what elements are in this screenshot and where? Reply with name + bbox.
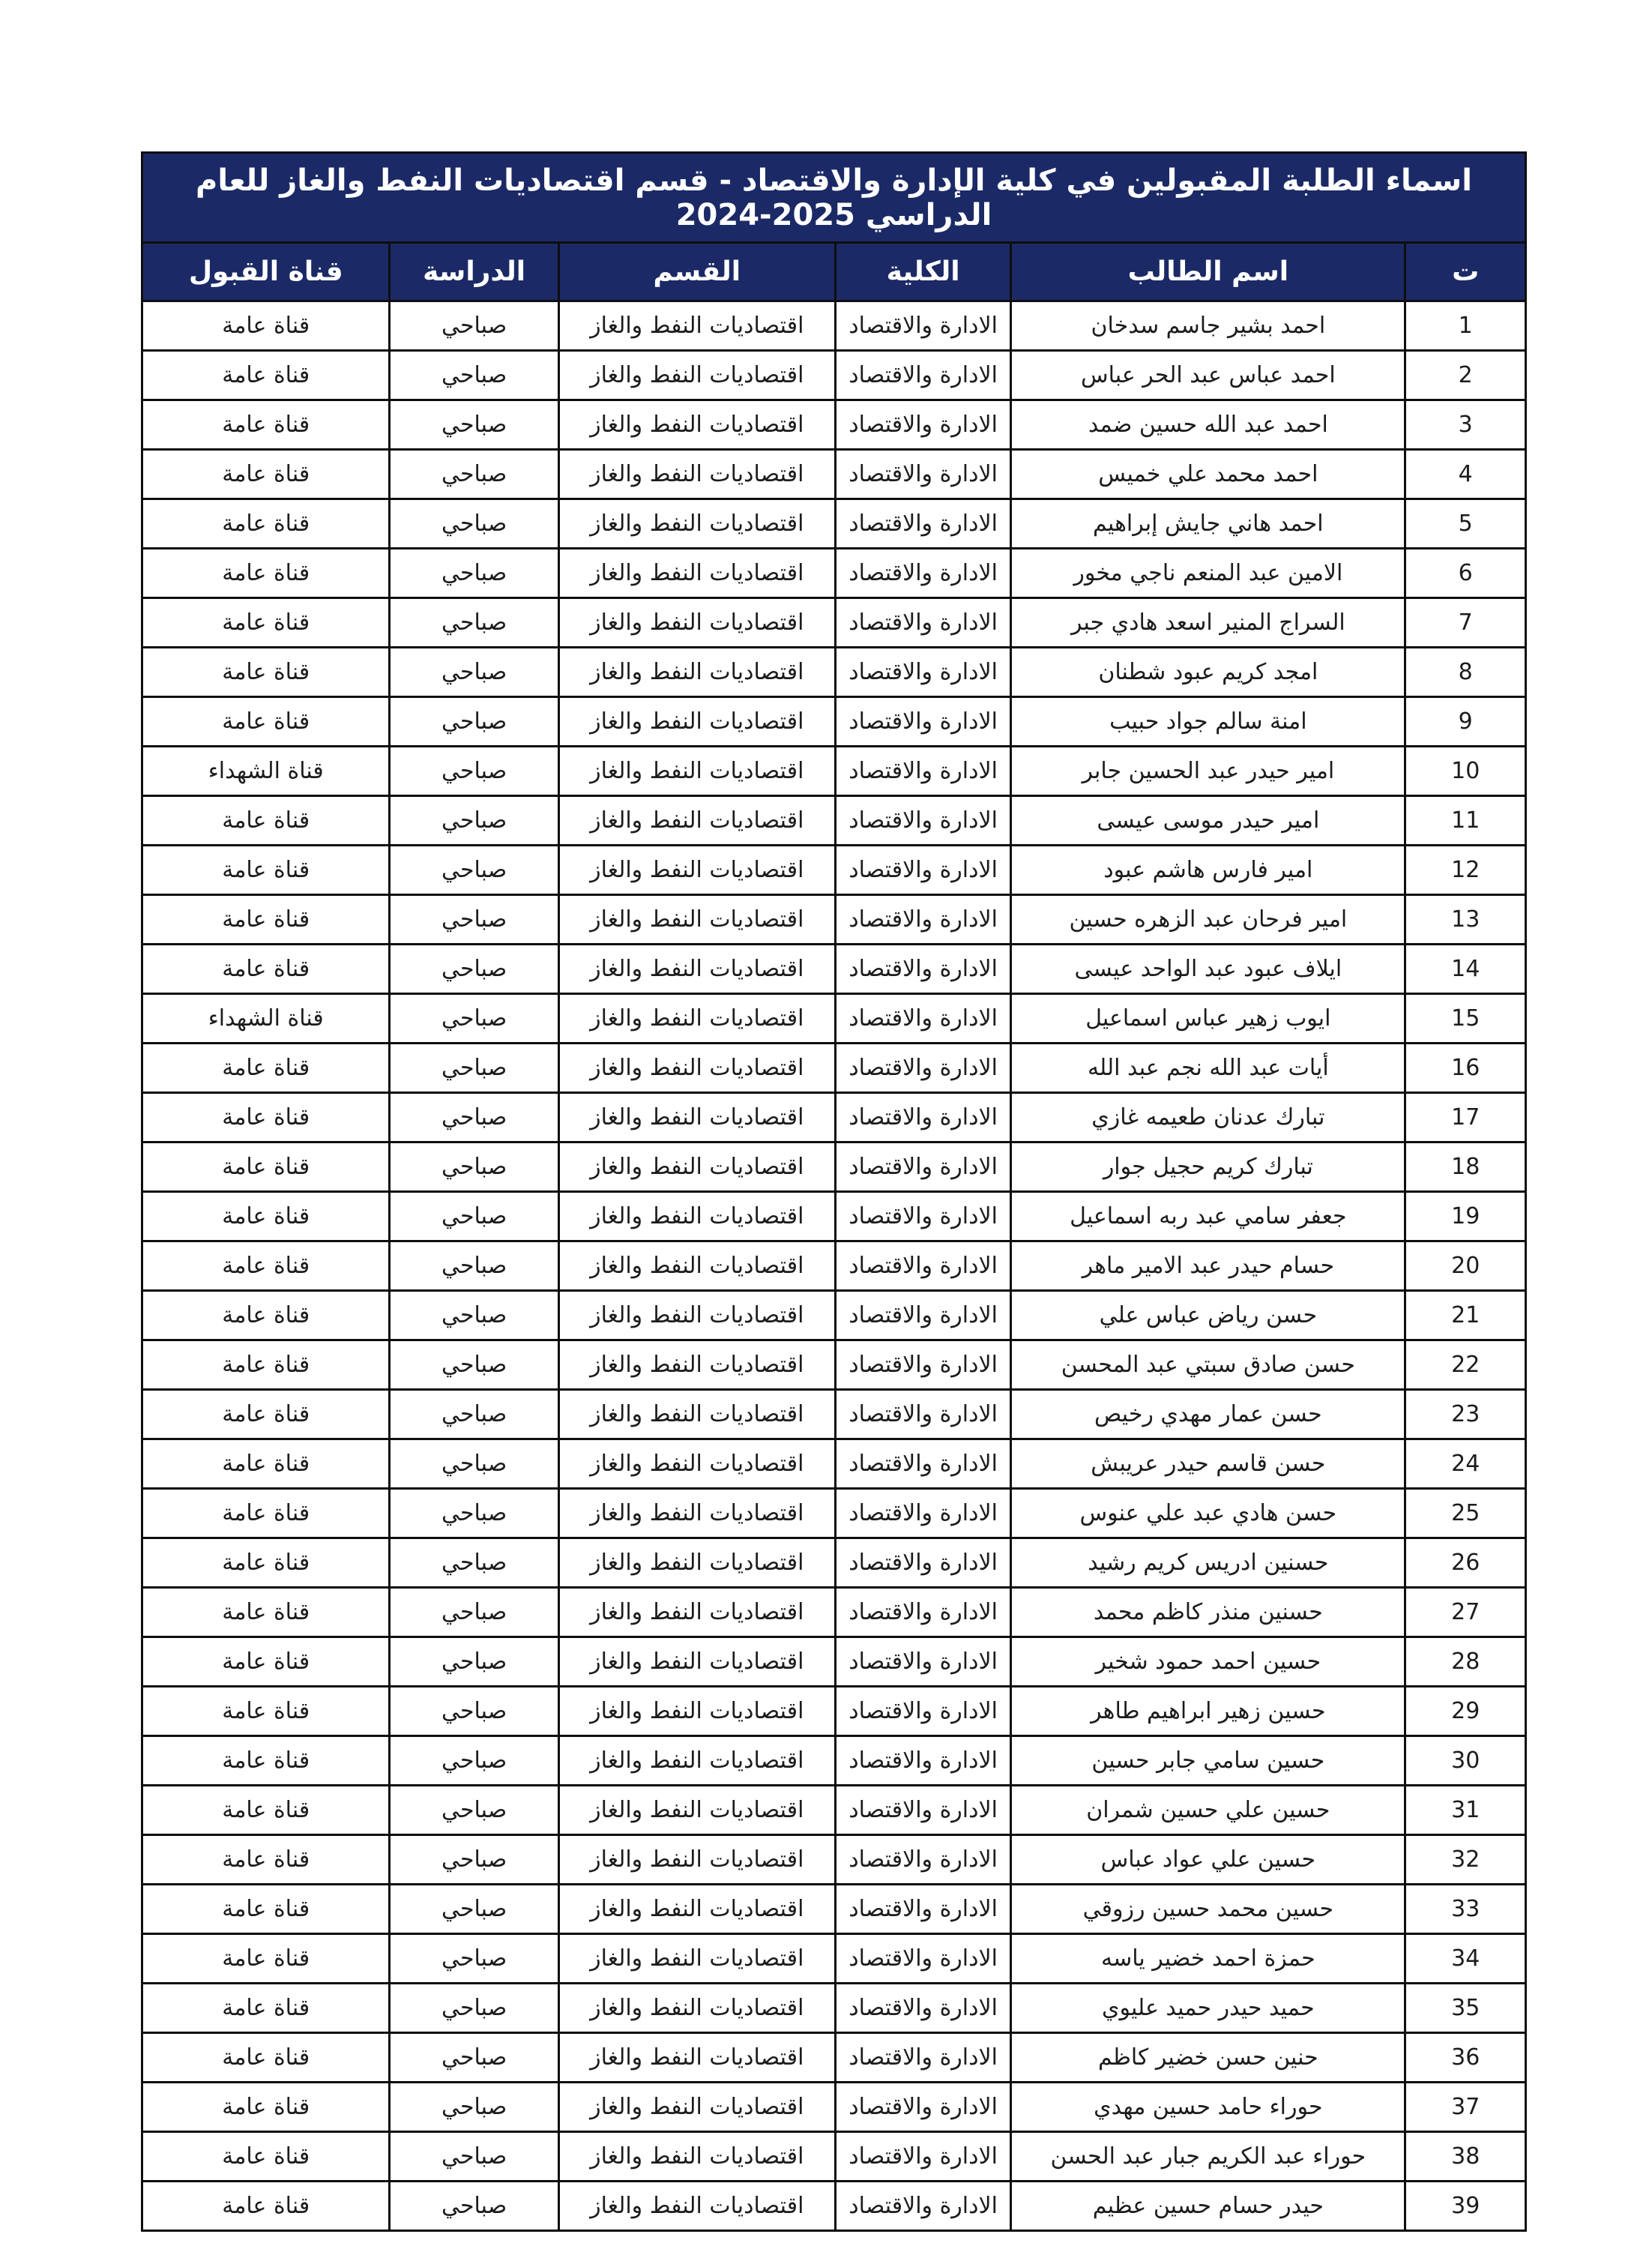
cell-admission-channel: قناة عامة [142, 1588, 390, 1637]
cell-college: الادارة والاقتصاد [835, 1291, 1010, 1340]
cell-college: الادارة والاقتصاد [835, 994, 1010, 1044]
cell-admission-channel: قناة عامة [142, 1192, 390, 1241]
cell-study: صباحي [390, 1588, 558, 1637]
cell-student-name: امير فارس هاشم عبود [1011, 846, 1405, 895]
cell-department: اقتصاديات النفط والغاز [558, 2033, 835, 2083]
cell-study: صباحي [390, 895, 558, 945]
cell-college: الادارة والاقتصاد [835, 1390, 1010, 1439]
table-row [142, 1538, 1526, 1588]
cell-serial: 5 [1405, 499, 1526, 549]
cell-study: صباحي [390, 1687, 558, 1736]
cell-serial: 36 [1405, 2033, 1526, 2083]
cell-admission-channel: قناة عامة [142, 648, 390, 697]
cell-student-name: حوراء حامد حسين مهدي [1011, 2083, 1405, 2132]
cell-study: صباحي [390, 2083, 558, 2132]
cell-college: الادارة والاقتصاد [835, 1093, 1010, 1142]
cell-study: صباحي [390, 1439, 558, 1489]
table-row [142, 1637, 1526, 1687]
cell-serial: 25 [1405, 1489, 1526, 1538]
table-row [142, 1439, 1526, 1489]
cell-admission-channel: قناة عامة [142, 598, 390, 648]
cell-study: صباحي [390, 945, 558, 994]
table-row [142, 1340, 1526, 1390]
table-row [142, 1984, 1526, 2033]
cell-study: صباحي [390, 1390, 558, 1439]
cell-college: الادارة والاقتصاد [835, 1835, 1010, 1885]
cell-serial: 16 [1405, 1044, 1526, 1093]
cell-admission-channel: قناة عامة [142, 301, 390, 351]
cell-department: اقتصاديات النفط والغاز [558, 2132, 835, 2182]
cell-admission-channel: قناة عامة [142, 1934, 390, 1984]
cell-department: اقتصاديات النفط والغاز [558, 549, 835, 598]
table-row [142, 994, 1526, 1044]
cell-admission-channel: قناة عامة [142, 351, 390, 400]
table-row [142, 1291, 1526, 1340]
table-row [142, 846, 1526, 895]
cell-department: اقتصاديات النفط والغاز [558, 351, 835, 400]
table-row [142, 648, 1526, 697]
cell-study: صباحي [390, 1340, 558, 1390]
cell-study: صباحي [390, 994, 558, 1044]
cell-student-name: حسنين ادريس كريم رشيد [1011, 1538, 1405, 1588]
cell-department: اقتصاديات النفط والغاز [558, 400, 835, 450]
cell-serial: 34 [1405, 1934, 1526, 1984]
title-row [142, 153, 1526, 243]
cell-college: الادارة والاقتصاد [835, 1241, 1010, 1291]
table-row [142, 400, 1526, 450]
cell-admission-channel: قناة عامة [142, 1637, 390, 1687]
cell-college: الادارة والاقتصاد [835, 2033, 1010, 2083]
table-row [142, 1687, 1526, 1736]
cell-admission-channel: قناة عامة [142, 1489, 390, 1538]
cell-student-name: حسن قاسم حيدر عريبش [1011, 1439, 1405, 1489]
cell-serial: 10 [1405, 747, 1526, 796]
cell-college: الادارة والاقتصاد [835, 1588, 1010, 1637]
cell-college: الادارة والاقتصاد [835, 1984, 1010, 2033]
cell-serial: 18 [1405, 1142, 1526, 1192]
cell-admission-channel: قناة عامة [142, 1538, 390, 1588]
cell-serial: 23 [1405, 1390, 1526, 1439]
cell-college: الادارة والاقتصاد [835, 1192, 1010, 1241]
cell-department: اقتصاديات النفط والغاز [558, 945, 835, 994]
cell-department: اقتصاديات النفط والغاز [558, 846, 835, 895]
cell-department: اقتصاديات النفط والغاز [558, 1538, 835, 1588]
cell-admission-channel: قناة عامة [142, 2083, 390, 2132]
cell-college: الادارة والاقتصاد [835, 1044, 1010, 1093]
cell-study: صباحي [390, 2033, 558, 2083]
cell-college: الادارة والاقتصاد [835, 450, 1010, 499]
cell-study: صباحي [390, 747, 558, 796]
cell-department: اقتصاديات النفط والغاز [558, 598, 835, 648]
table-row [142, 598, 1526, 648]
table-row [142, 1934, 1526, 1984]
cell-study: صباحي [390, 1736, 558, 1786]
cell-admission-channel: قناة عامة [142, 1142, 390, 1192]
cell-admission-channel: قناة عامة [142, 499, 390, 549]
col-header-serial: ت [1405, 243, 1526, 301]
table-row [142, 1835, 1526, 1885]
cell-department: اقتصاديات النفط والغاز [558, 1241, 835, 1291]
cell-college: الادارة والاقتصاد [835, 301, 1010, 351]
cell-student-name: امير حيدر عبد الحسين جابر [1011, 747, 1405, 796]
cell-study: صباحي [390, 1241, 558, 1291]
cell-study: صباحي [390, 351, 558, 400]
table-row [142, 697, 1526, 747]
cell-serial: 11 [1405, 796, 1526, 846]
cell-serial: 6 [1405, 549, 1526, 598]
cell-study: صباحي [390, 2182, 558, 2231]
cell-student-name: ايوب زهير عباس اسماعيل [1011, 994, 1405, 1044]
cell-college: الادارة والاقتصاد [835, 1538, 1010, 1588]
cell-study: صباحي [390, 1885, 558, 1934]
cell-department: اقتصاديات النفط والغاز [558, 1736, 835, 1786]
cell-serial: 35 [1405, 1984, 1526, 2033]
cell-student-name: حسين محمد حسين رزوقي [1011, 1885, 1405, 1934]
cell-student-name: احمد عبد الله حسين ضمد [1011, 400, 1405, 450]
table-row [142, 895, 1526, 945]
cell-serial: 28 [1405, 1637, 1526, 1687]
cell-admission-channel: قناة عامة [142, 945, 390, 994]
cell-serial: 37 [1405, 2083, 1526, 2132]
cell-college: الادارة والاقتصاد [835, 747, 1010, 796]
cell-student-name: حسين زهير ابراهيم طاهر [1011, 1687, 1405, 1736]
cell-college: الادارة والاقتصاد [835, 1142, 1010, 1192]
cell-serial: 9 [1405, 697, 1526, 747]
cell-serial: 31 [1405, 1786, 1526, 1835]
cell-admission-channel: قناة عامة [142, 2033, 390, 2083]
cell-study: صباحي [390, 301, 558, 351]
table-body [142, 301, 1526, 2231]
table-row [142, 351, 1526, 400]
cell-admission-channel: قناة عامة [142, 1687, 390, 1736]
cell-student-name: احمد هاني جايش إبراهيم [1011, 499, 1405, 549]
cell-serial: 21 [1405, 1291, 1526, 1340]
table-row [142, 1142, 1526, 1192]
cell-college: الادارة والاقتصاد [835, 2182, 1010, 2231]
cell-admission-channel: قناة عامة [142, 1786, 390, 1835]
cell-department: اقتصاديات النفط والغاز [558, 1142, 835, 1192]
cell-student-name: ايلاف عبود عبد الواحد عيسى [1011, 945, 1405, 994]
cell-admission-channel: قناة عامة [142, 1835, 390, 1885]
cell-college: الادارة والاقتصاد [835, 1340, 1010, 1390]
cell-admission-channel: قناة عامة [142, 846, 390, 895]
cell-admission-channel: قناة عامة [142, 1984, 390, 2033]
cell-admission-channel: قناة عامة [142, 1439, 390, 1489]
cell-admission-channel: قناة عامة [142, 796, 390, 846]
cell-student-name: امير حيدر موسى عيسى [1011, 796, 1405, 846]
cell-college: الادارة والاقتصاد [835, 1439, 1010, 1489]
cell-study: صباحي [390, 1142, 558, 1192]
cell-admission-channel: قناة عامة [142, 1044, 390, 1093]
cell-college: الادارة والاقتصاد [835, 1736, 1010, 1786]
cell-student-name: حيدر حسام حسين عظيم [1011, 2182, 1405, 2231]
cell-student-name: احمد عباس عبد الحر عباس [1011, 351, 1405, 400]
cell-college: الادارة والاقتصاد [835, 697, 1010, 747]
cell-college: الادارة والاقتصاد [835, 1786, 1010, 1835]
cell-student-name: تبارك عدنان طعيمه غازي [1011, 1093, 1405, 1142]
cell-admission-channel: قناة عامة [142, 2132, 390, 2182]
cell-student-name: السراج المنير اسعد هادي جبر [1011, 598, 1405, 648]
cell-college: الادارة والاقتصاد [835, 2132, 1010, 2182]
cell-department: اقتصاديات النفط والغاز [558, 2182, 835, 2231]
table-row [142, 2182, 1526, 2231]
col-header-admission-channel: قناة القبول [142, 243, 390, 301]
cell-serial: 3 [1405, 400, 1526, 450]
cell-college: الادارة والاقتصاد [835, 1885, 1010, 1934]
cell-serial: 2 [1405, 351, 1526, 400]
cell-department: اقتصاديات النفط والغاز [558, 1984, 835, 2033]
cell-student-name: تبارك كريم حجيل جوار [1011, 1142, 1405, 1192]
table-row [142, 1885, 1526, 1934]
cell-student-name: حسام حيدر عبد الامير ماهر [1011, 1241, 1405, 1291]
cell-college: الادارة والاقتصاد [835, 1934, 1010, 1984]
table-row [142, 1588, 1526, 1637]
cell-college: الادارة والاقتصاد [835, 351, 1010, 400]
cell-department: اقتصاديات النفط والغاز [558, 1786, 835, 1835]
cell-student-name: حسين علي حسين شمران [1011, 1786, 1405, 1835]
cell-student-name: حميد حيدر حميد عليوي [1011, 1984, 1405, 2033]
cell-department: اقتصاديات النفط والغاز [558, 1439, 835, 1489]
cell-student-name: حسنين منذر كاظم محمد [1011, 1588, 1405, 1637]
cell-admission-channel: قناة عامة [142, 895, 390, 945]
cell-student-name: حسن هادي عبد علي عنوس [1011, 1489, 1405, 1538]
cell-department: اقتصاديات النفط والغاز [558, 1885, 835, 1934]
table-row [142, 1489, 1526, 1538]
cell-study: صباحي [390, 1835, 558, 1885]
cell-department: اقتصاديات النفط والغاز [558, 2083, 835, 2132]
cell-serial: 33 [1405, 1885, 1526, 1934]
cell-college: الادارة والاقتصاد [835, 895, 1010, 945]
cell-department: اقتصاديات النفط والغاز [558, 1835, 835, 1885]
table-row [142, 499, 1526, 549]
table-row [142, 301, 1526, 351]
table-row [142, 1390, 1526, 1439]
cell-student-name: حسين علي عواد عباس [1011, 1835, 1405, 1885]
cell-serial: 24 [1405, 1439, 1526, 1489]
cell-study: صباحي [390, 648, 558, 697]
cell-admission-channel: قناة عامة [142, 549, 390, 598]
table-row [142, 1044, 1526, 1093]
cell-study: صباحي [390, 1093, 558, 1142]
cell-student-name: حمزة احمد خضير ياسه [1011, 1934, 1405, 1984]
table-row [142, 1786, 1526, 1835]
cell-department: اقتصاديات النفط والغاز [558, 1291, 835, 1340]
cell-college: الادارة والاقتصاد [835, 598, 1010, 648]
cell-admission-channel: قناة عامة [142, 1241, 390, 1291]
cell-study: صباحي [390, 846, 558, 895]
column-header-row [142, 243, 1526, 301]
cell-study: صباحي [390, 697, 558, 747]
cell-department: اقتصاديات النفط والغاز [558, 1934, 835, 1984]
cell-department: اقتصاديات النفط والغاز [558, 697, 835, 747]
cell-student-name: حسن عمار مهدي رخيص [1011, 1390, 1405, 1439]
students-table [141, 151, 1527, 2232]
cell-department: اقتصاديات النفط والغاز [558, 1588, 835, 1637]
cell-department: اقتصاديات النفط والغاز [558, 747, 835, 796]
table-row [142, 1241, 1526, 1291]
cell-admission-channel: قناة عامة [142, 1093, 390, 1142]
cell-department: اقتصاديات النفط والغاز [558, 1340, 835, 1390]
cell-study: صباحي [390, 1538, 558, 1588]
table-row [142, 2083, 1526, 2132]
cell-department: اقتصاديات النفط والغاز [558, 648, 835, 697]
cell-study: صباحي [390, 1044, 558, 1093]
cell-college: الادارة والاقتصاد [835, 2083, 1010, 2132]
cell-serial: 26 [1405, 1538, 1526, 1588]
cell-serial: 14 [1405, 945, 1526, 994]
cell-serial: 12 [1405, 846, 1526, 895]
table-row [142, 2033, 1526, 2083]
col-header-student-name: اسم الطالب [1011, 243, 1405, 301]
cell-department: اقتصاديات النفط والغاز [558, 1192, 835, 1241]
cell-department: اقتصاديات النفط والغاز [558, 450, 835, 499]
cell-department: اقتصاديات النفط والغاز [558, 499, 835, 549]
cell-serial: 19 [1405, 1192, 1526, 1241]
col-header-department: القسم [558, 243, 835, 301]
cell-serial: 30 [1405, 1736, 1526, 1786]
cell-serial: 15 [1405, 994, 1526, 1044]
cell-serial: 27 [1405, 1588, 1526, 1637]
cell-study: صباحي [390, 1984, 558, 2033]
cell-student-name: امجد كريم عبود شطنان [1011, 648, 1405, 697]
cell-admission-channel: قناة الشهداء [142, 747, 390, 796]
cell-student-name: الامين عبد المنعم ناجي مخور [1011, 549, 1405, 598]
cell-serial: 20 [1405, 1241, 1526, 1291]
cell-serial: 13 [1405, 895, 1526, 945]
table-row [142, 2132, 1526, 2182]
cell-student-name: حسن صادق سبتي عبد المحسن [1011, 1340, 1405, 1390]
cell-study: صباحي [390, 1192, 558, 1241]
cell-college: الادارة والاقتصاد [835, 549, 1010, 598]
cell-study: صباحي [390, 1291, 558, 1340]
cell-study: صباحي [390, 598, 558, 648]
cell-serial: 7 [1405, 598, 1526, 648]
cell-serial: 29 [1405, 1687, 1526, 1736]
cell-department: اقتصاديات النفط والغاز [558, 994, 835, 1044]
cell-college: الادارة والاقتصاد [835, 499, 1010, 549]
cell-admission-channel: قناة عامة [142, 1340, 390, 1390]
cell-serial: 38 [1405, 2132, 1526, 2182]
cell-serial: 8 [1405, 648, 1526, 697]
cell-admission-channel: قناة عامة [142, 1390, 390, 1439]
cell-study: صباحي [390, 499, 558, 549]
cell-student-name: حسين احمد حمود شخير [1011, 1637, 1405, 1687]
cell-college: الادارة والاقتصاد [835, 1489, 1010, 1538]
table-row [142, 1736, 1526, 1786]
table-row [142, 747, 1526, 796]
cell-study: صباحي [390, 450, 558, 499]
table-row [142, 1093, 1526, 1142]
cell-study: صباحي [390, 2132, 558, 2182]
col-header-study: الدراسة [390, 243, 558, 301]
cell-department: اقتصاديات النفط والغاز [558, 895, 835, 945]
cell-serial: 1 [1405, 301, 1526, 351]
cell-study: صباحي [390, 1637, 558, 1687]
cell-college: الادارة والاقتصاد [835, 648, 1010, 697]
cell-student-name: حنين حسن خضير كاظم [1011, 2033, 1405, 2083]
cell-study: صباحي [390, 1489, 558, 1538]
cell-admission-channel: قناة الشهداء [142, 994, 390, 1044]
cell-student-name: احمد محمد علي خميس [1011, 450, 1405, 499]
cell-department: اقتصاديات النفط والغاز [558, 1489, 835, 1538]
cell-study: صباحي [390, 400, 558, 450]
table-row [142, 945, 1526, 994]
cell-department: اقتصاديات النفط والغاز [558, 1390, 835, 1439]
cell-college: الادارة والاقتصاد [835, 796, 1010, 846]
cell-admission-channel: قناة عامة [142, 2182, 390, 2231]
cell-study: صباحي [390, 796, 558, 846]
cell-student-name: احمد بشير جاسم سدخان [1011, 301, 1405, 351]
cell-admission-channel: قناة عامة [142, 400, 390, 450]
table-title: اسماء الطلبة المقبولين في كلية الإدارة والاقتصاد - قسم اقتصاديات النفط والغاز للعام الدراسي 2025-2024 [142, 153, 1526, 243]
cell-department: اقتصاديات النفط والغاز [558, 1637, 835, 1687]
cell-department: اقتصاديات النفط والغاز [558, 1687, 835, 1736]
cell-student-name: امير فرحان عبد الزهره حسين [1011, 895, 1405, 945]
col-header-college: الكلية [835, 243, 1010, 301]
table-row [142, 450, 1526, 499]
cell-college: الادارة والاقتصاد [835, 1637, 1010, 1687]
cell-student-name: حوراء عبد الكريم جبار عبد الحسن [1011, 2132, 1405, 2182]
cell-college: الادارة والاقتصاد [835, 945, 1010, 994]
cell-study: صباحي [390, 1786, 558, 1835]
cell-serial: 17 [1405, 1093, 1526, 1142]
cell-admission-channel: قناة عامة [142, 1291, 390, 1340]
cell-serial: 22 [1405, 1340, 1526, 1390]
cell-department: اقتصاديات النفط والغاز [558, 1093, 835, 1142]
cell-student-name: حسن رياض عباس علي [1011, 1291, 1405, 1340]
table-row [142, 796, 1526, 846]
cell-student-name: جعفر سامي عبد ربه اسماعيل [1011, 1192, 1405, 1241]
cell-admission-channel: قناة عامة [142, 1885, 390, 1934]
cell-department: اقتصاديات النفط والغاز [558, 301, 835, 351]
cell-study: صباحي [390, 1934, 558, 1984]
cell-admission-channel: قناة عامة [142, 697, 390, 747]
cell-admission-channel: قناة عامة [142, 450, 390, 499]
cell-department: اقتصاديات النفط والغاز [558, 796, 835, 846]
cell-serial: 39 [1405, 2182, 1526, 2231]
cell-student-name: حسين سامي جابر حسين [1011, 1736, 1405, 1786]
table-row [142, 549, 1526, 598]
cell-college: الادارة والاقتصاد [835, 400, 1010, 450]
cell-student-name: امنة سالم جواد حبيب [1011, 697, 1405, 747]
cell-department: اقتصاديات النفط والغاز [558, 1044, 835, 1093]
cell-college: الادارة والاقتصاد [835, 1687, 1010, 1736]
cell-admission-channel: قناة عامة [142, 1736, 390, 1786]
cell-serial: 32 [1405, 1835, 1526, 1885]
cell-student-name: أيات عبد الله نجم عبد الله [1011, 1044, 1405, 1093]
table-row [142, 1192, 1526, 1241]
cell-serial: 4 [1405, 450, 1526, 499]
cell-study: صباحي [390, 549, 558, 598]
cell-college: الادارة والاقتصاد [835, 846, 1010, 895]
